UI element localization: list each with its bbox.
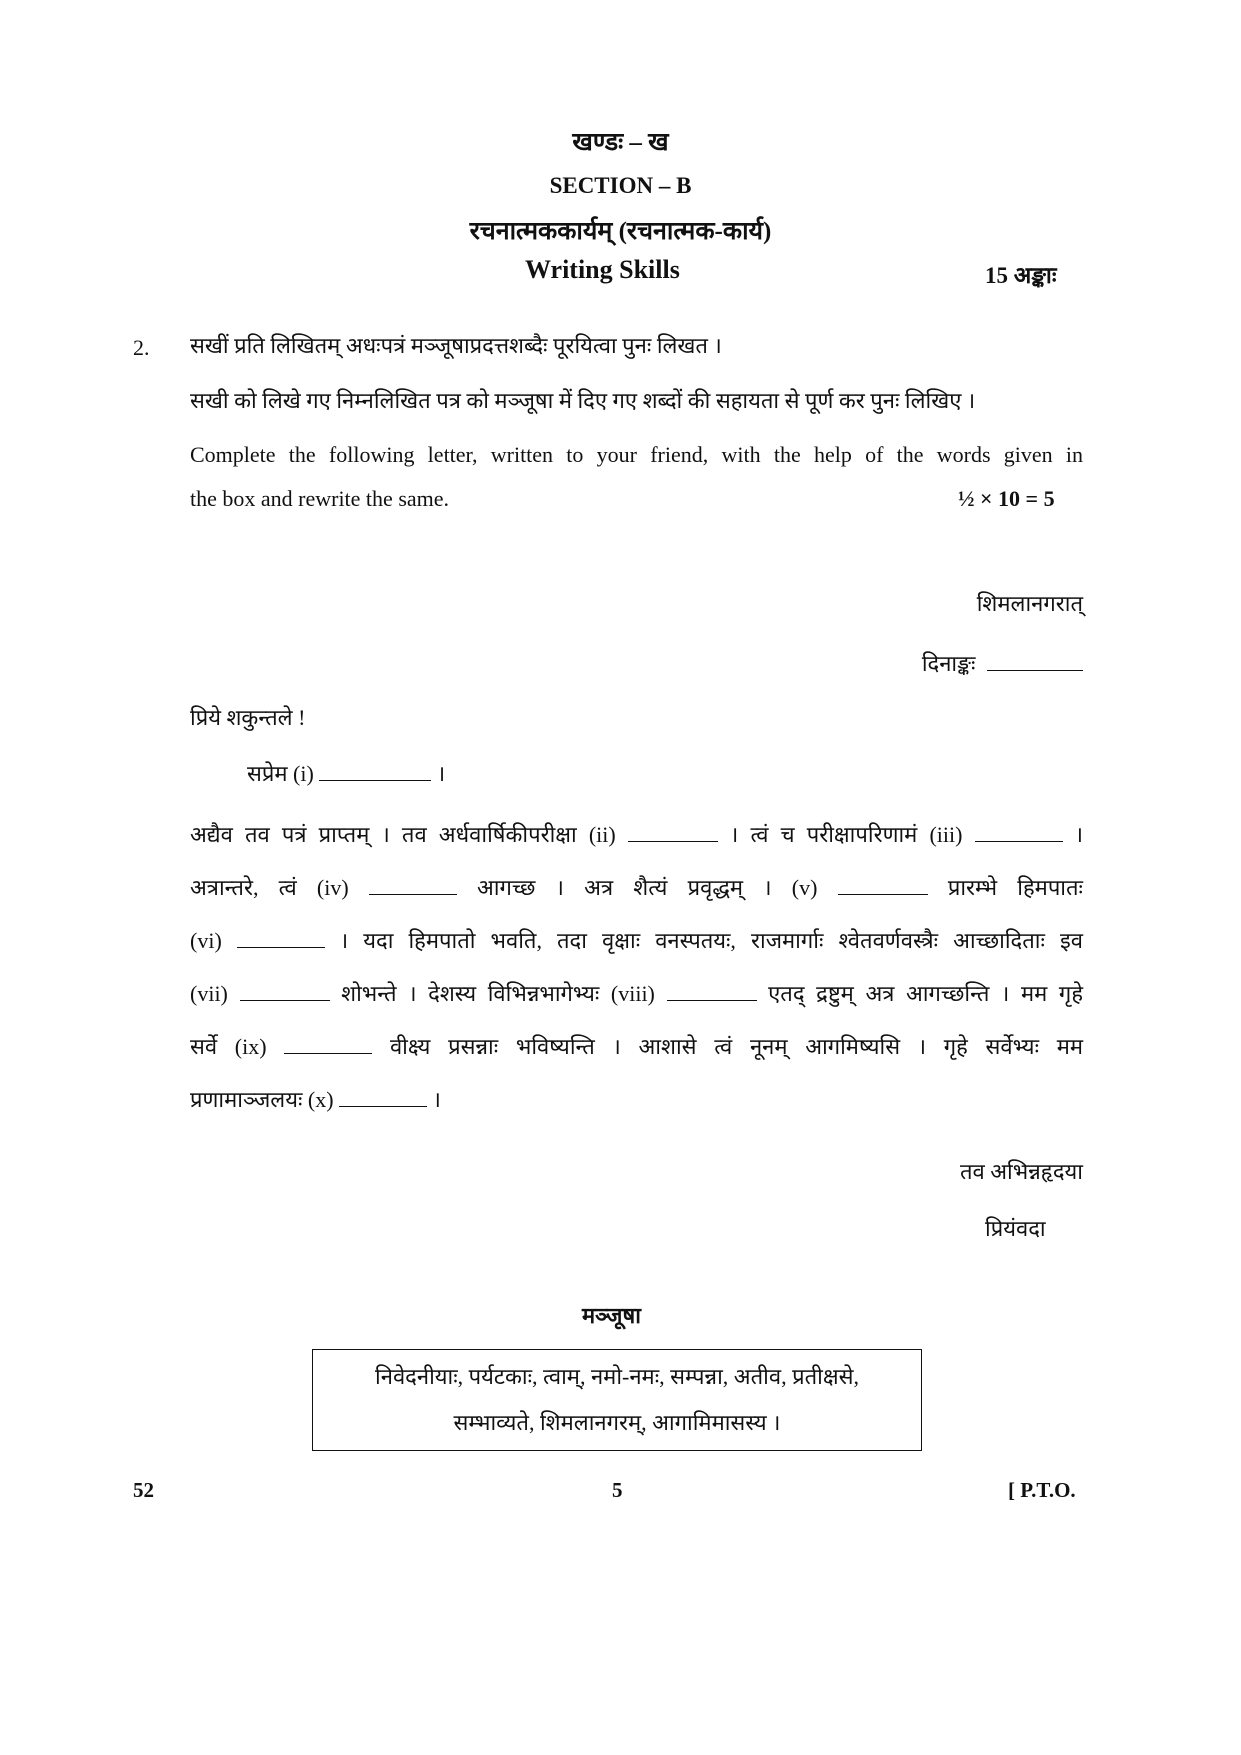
blank-vi xyxy=(237,929,325,948)
body-text: प्रारम्भे हिमपातः xyxy=(947,875,1083,900)
blank-iii xyxy=(975,823,1063,842)
blank-i xyxy=(319,762,431,781)
sanskrit-instruction: सखीं प्रति लिखितम् अधःपत्रं मञ्जूषाप्रदत्तशब्दैः पूरयित्वा पुनः लिखत । xyxy=(190,333,722,358)
section-subheading: रचनात्मककार्यम् (रचनात्मक-कार्य) xyxy=(469,218,772,245)
word-box-line-2: सम्भाव्यते, शिमलानगरम्, आगामिमासस्य । xyxy=(453,1410,781,1435)
body-line-5 xyxy=(190,1020,1083,1073)
blank-ii xyxy=(628,823,718,842)
body-text: (vii) xyxy=(190,981,228,1006)
body-line-1 xyxy=(190,808,1083,861)
letter-closing: तव अभिन्नहृदया xyxy=(959,1159,1083,1184)
word-box xyxy=(312,1349,922,1451)
letter-greeting xyxy=(247,758,445,788)
body-text: सर्वे (ix) xyxy=(190,1034,267,1059)
date-blank xyxy=(987,652,1083,671)
letter-date xyxy=(922,648,1083,678)
blank-viii xyxy=(667,982,757,1001)
body-text: प्रणामाञ्जलयः (x) xyxy=(190,1087,334,1112)
english-instruction-line2: the box and rewrite the same. xyxy=(190,486,450,511)
footer-code: 52 xyxy=(133,1478,154,1502)
footer-page-number: 5 xyxy=(612,1478,623,1502)
greeting-end: । xyxy=(436,761,446,786)
body-text: अत्रान्तरे, त्वं (iv) xyxy=(190,875,349,900)
question-score: ½ × 10 = 5 xyxy=(958,486,1055,511)
hindi-instruction: सखी को लिखे गए निम्नलिखित पत्र को मञ्जूषा में दिए गए शब्दों की सहायता से पूर्ण कर पुनः लिखिए । xyxy=(190,388,976,413)
body-text: । xyxy=(1074,822,1084,847)
body-text: एतद् द्रष्टुम् अत्र आगच्छन्ति । मम गृहे xyxy=(768,981,1084,1006)
letter-place: शिमलानगरात् xyxy=(976,591,1083,616)
body-line-6 xyxy=(190,1073,1083,1126)
body-text: । त्वं च परीक्षापरिणामं (iii) xyxy=(730,822,963,847)
letter-salutation: प्रिये शकुन्तले ! xyxy=(190,705,306,730)
body-text: (vi) xyxy=(190,928,222,953)
body-line-4 xyxy=(190,967,1083,1020)
writing-skills-title: Writing Skills xyxy=(525,255,680,284)
greeting-start: सप्रेम (i) xyxy=(247,761,314,786)
word-box-title: मञ्जूषा xyxy=(582,1303,641,1328)
date-label: दिनाङ्कः xyxy=(921,651,976,676)
body-text: । xyxy=(432,1087,441,1112)
question-number: 2. xyxy=(133,335,150,360)
letter-body xyxy=(190,808,1083,1126)
footer-pto: [ P.T.O. xyxy=(1008,1478,1076,1502)
english-instruction-line1: Complete the following letter, written to your friend, with the help of the words given in xyxy=(190,442,1083,467)
blank-x xyxy=(339,1088,427,1107)
body-text: अद्यैव तव पत्रं प्राप्तम् । तव अर्धवार्षिकीपरीक्षा (ii) xyxy=(190,822,616,847)
section-heading-khand: खण्डः – ख xyxy=(572,129,669,156)
body-text: वीक्ष्य प्रसन्नाः भविष्यन्ति । आशासे त्वं नूनम् आगमिष्यसि । गृहे सर्वेभ्यः मम xyxy=(389,1034,1084,1059)
blank-iv xyxy=(369,876,457,895)
blank-ix xyxy=(284,1035,372,1054)
blank-v xyxy=(838,876,928,895)
body-line-3 xyxy=(190,914,1083,967)
section-marks: 15 अङ्काः xyxy=(985,263,1057,288)
word-box-line-1: निवेदनीयाः, पर्यटकाः, त्वाम्, नमो-नमः, सम्पन्ना, अतीव, प्रतीक्षसे, xyxy=(375,1364,859,1389)
body-text: । यदा हिमपातो भवति, तदा वृक्षाः वनस्पतयः, राजमार्गाः श्वेतवर्णवस्त्रैः आच्छादिताः इव xyxy=(339,928,1084,953)
blank-vii xyxy=(240,982,330,1001)
body-text: शोभन्ते । देशस्य विभिन्नभागेभ्यः (viii) xyxy=(341,981,655,1006)
section-heading: SECTION – B xyxy=(549,173,692,198)
letter-signature: प्रियंवदा xyxy=(985,1216,1046,1241)
body-line-2 xyxy=(190,861,1083,914)
body-text: आगच्छ । अत्र शैत्यं प्रवृद्धम् । (v) xyxy=(477,875,818,900)
